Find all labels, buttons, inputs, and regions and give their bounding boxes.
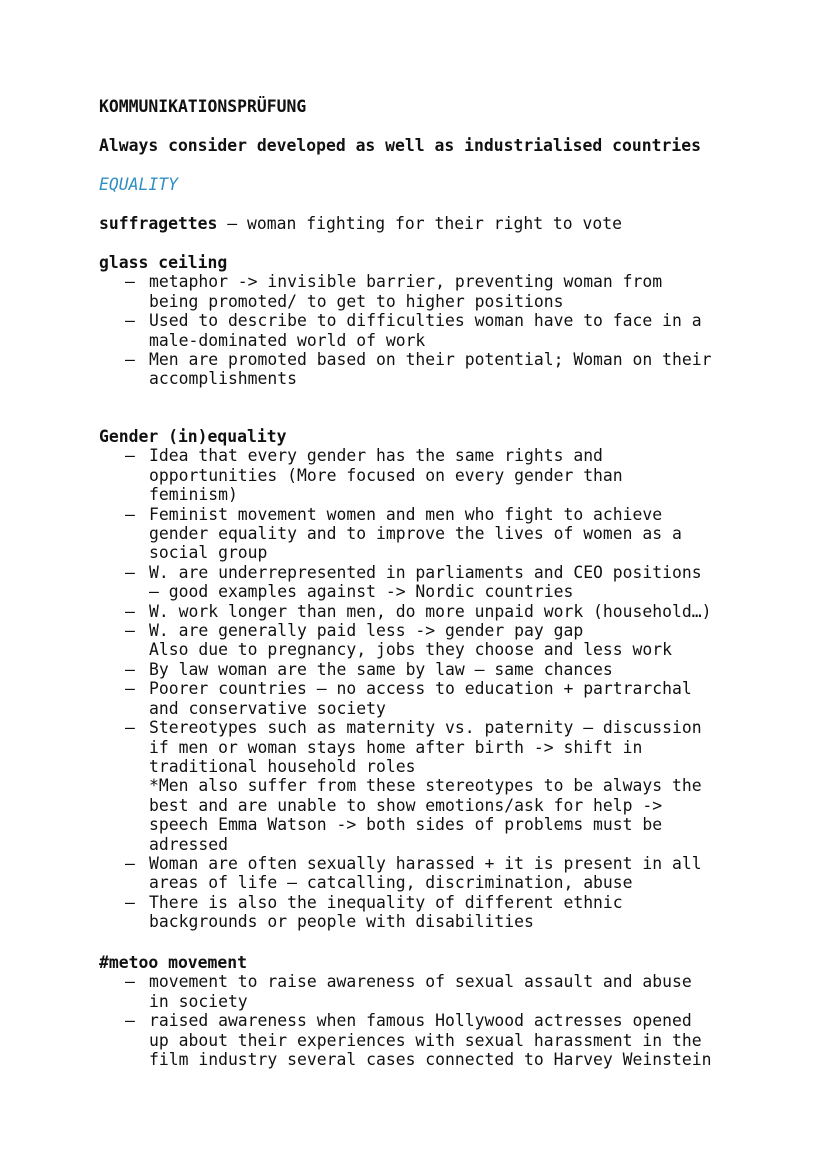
list-item: – Feminist movement women and men who fight to achieve gender equality and to improve the lives of women as a social group bbox=[99, 505, 779, 563]
list-item: – metaphor -> invisible barrier, preventing woman from being promoted/ to get to higher positions bbox=[99, 272, 779, 311]
list-item: – movement to raise awareness of sexual assault and abuse in society bbox=[99, 972, 779, 1011]
list-item: – Used to describe to difficulties woman have to face in a male-dominated world of work bbox=[99, 311, 779, 350]
metoo-list bbox=[99, 972, 779, 1069]
list-item: – Stereotypes such as maternity vs. paternity – discussion if men or woman stays home after birth -> shift in traditional household roles *Men also suffer from these stereotypes to be always the best and are unable to show emotions/ask for help -> speech Emma Watson -> both sides of problems must be adressed bbox=[99, 718, 779, 854]
list-item: – There is also the inequality of different ethnic backgrounds or people with disabilities bbox=[99, 893, 779, 932]
glass-ceiling-list bbox=[99, 272, 779, 388]
list-item: – raised awareness when famous Hollywood actresses opened up about their experiences with sexual harassment in the film industry several cases connected to Harvey Weinstein bbox=[99, 1011, 779, 1069]
suffragettes-term: suffragettes bbox=[99, 214, 218, 233]
list-item: – Idea that every gender has the same rights and opportunities (More focused on every gender than feminism) bbox=[99, 446, 779, 504]
document-subtitle: Always consider developed as well as industrialised countries bbox=[99, 136, 701, 155]
gender-equality-heading: Gender (in)equality bbox=[99, 427, 287, 446]
suffragettes-entry bbox=[99, 214, 622, 233]
gender-equality-section bbox=[99, 427, 779, 932]
suffragettes-definition: – woman fighting for their right to vote bbox=[217, 214, 623, 233]
glass-ceiling-heading: glass ceiling bbox=[99, 253, 228, 272]
glass-ceiling-section bbox=[99, 253, 779, 389]
metoo-heading: #metoo movement bbox=[99, 953, 248, 972]
section-label-equality: EQUALITY bbox=[99, 175, 178, 194]
gender-equality-list bbox=[99, 446, 779, 931]
list-item: – By law woman are the same by law – same chances bbox=[99, 660, 779, 679]
list-item: – Men are promoted based on their potential; Woman on their accomplishments bbox=[99, 350, 779, 389]
list-item: – Poorer countries – no access to education + partrarchal and conservative society bbox=[99, 679, 779, 718]
list-item: – W. are underrepresented in parliaments and CEO positions – good examples against -> Nordic countries bbox=[99, 563, 779, 602]
metoo-section bbox=[99, 953, 779, 1069]
list-item: – W. work longer than men, do more unpaid work (household…) bbox=[99, 602, 779, 621]
list-item: – W. are generally paid less -> gender pay gap Also due to pregnancy, jobs they choose and less work bbox=[99, 621, 779, 660]
document-title: KOMMUNIKATIONSPRÜFUNG bbox=[99, 97, 307, 116]
list-item: – Woman are often sexually harassed + it is present in all areas of life – catcalling, discrimination, abuse bbox=[99, 854, 779, 893]
